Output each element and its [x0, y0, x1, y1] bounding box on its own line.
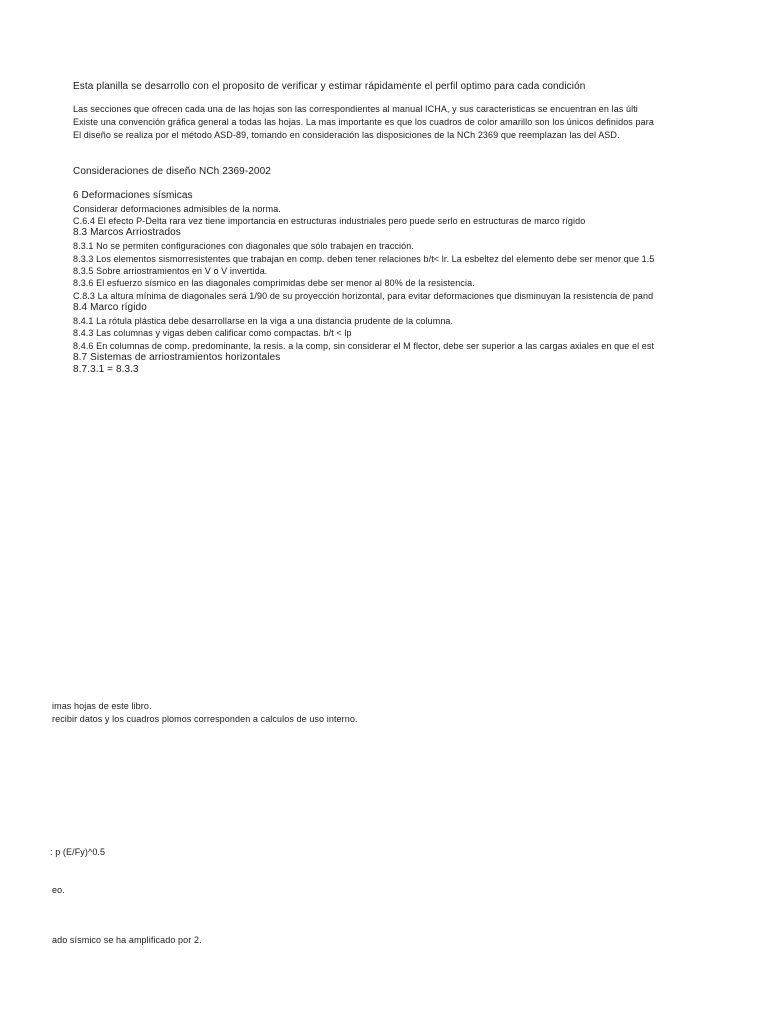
item-line: 8.3.6 El esfuerzo sísmico en las diagonales comprimidas debe ser menor al 80% de la resistencia. — [73, 278, 475, 288]
item-heading: 8.4 Marco rígido — [73, 302, 147, 313]
intro-text: Esta planilla se desarrollo con el proposito de verificar y estimar rápidamente el perfil optimo para cada condición — [73, 81, 586, 92]
item-heading: 8.7.3.1 = 8.3.3 — [73, 364, 139, 375]
item-line: Considerar deformaciones admisibles de la norma. — [73, 204, 281, 214]
paragraph-line: Las secciones que ofrecen cada una de las hojas son las correspondientes al manual ICHA, y sus caracteristicas se encuentran en las últi — [73, 104, 638, 114]
item-line: C.8.3 La altura mínima de diagonales será 1/90 de su proyección horizontal, para evitar deformaciones que disminuyan la resistencia de pand — [73, 291, 654, 301]
item-heading: 8.7 Sistemas de arriostramientos horizontales — [73, 352, 281, 363]
continuation-line: eo. — [52, 885, 65, 895]
item-line: 8.4.1 La rótula plástica debe desarrollarse en la viga a una distancia prudente de la columna. — [73, 316, 454, 326]
item-heading: 6 Deformaciones sísmicas — [73, 190, 193, 201]
item-line: 8.3.1 No se permiten configuraciones con diagonales que sólo trabajen en tracción. — [73, 241, 414, 251]
item-line: 8.3.3 Los elementos sismorresistentes que trabajan en comp. deben tener relaciones b/t< lr. La esbeltez del elemento debe ser menor que 1.5 — [73, 254, 655, 264]
continuation-line: ado sísmico se ha amplificado por 2. — [52, 935, 202, 945]
continuation-line: imas hojas de este libro. — [52, 701, 152, 711]
continuation-line: : p (E/Fy)^0.5 — [50, 847, 106, 857]
paragraph-line: El diseño se realiza por el método ASD-89, tomando en consideración las disposiciones de la NCh 2369 que reemplazan las del ASD. — [73, 130, 620, 140]
item-line: 8.4.6 En columnas de comp. predominante, la resis. a la comp, sin considerar el M flector, debe ser superior a las cargas axiales en que el est — [73, 341, 655, 351]
item-heading: 8.3 Marcos Arriostrados — [73, 227, 181, 238]
paragraph-line: Existe una convención gráfica general a todas las hojas. La mas importante es que los cuadros de color amarillo son los únicos definidos para — [73, 117, 654, 127]
item-line: C.6.4 El efecto P-Delta rara vez tiene importancia en estructuras industriales pero puede serlo en estructuras de marco rígido — [73, 216, 586, 226]
continuation-line: recibir datos y los cuadros plomos corresponden a calculos de uso interno. — [52, 714, 358, 724]
item-line: 8.3.5 Sobre arriostramientos en V o V invertida. — [73, 266, 268, 276]
section-title: Consideraciones de diseño NCh 2369-2002 — [73, 166, 271, 177]
item-line: 8.4.3 Las columnas y vigas deben calificar como compactas. b/t < lp — [73, 328, 352, 338]
